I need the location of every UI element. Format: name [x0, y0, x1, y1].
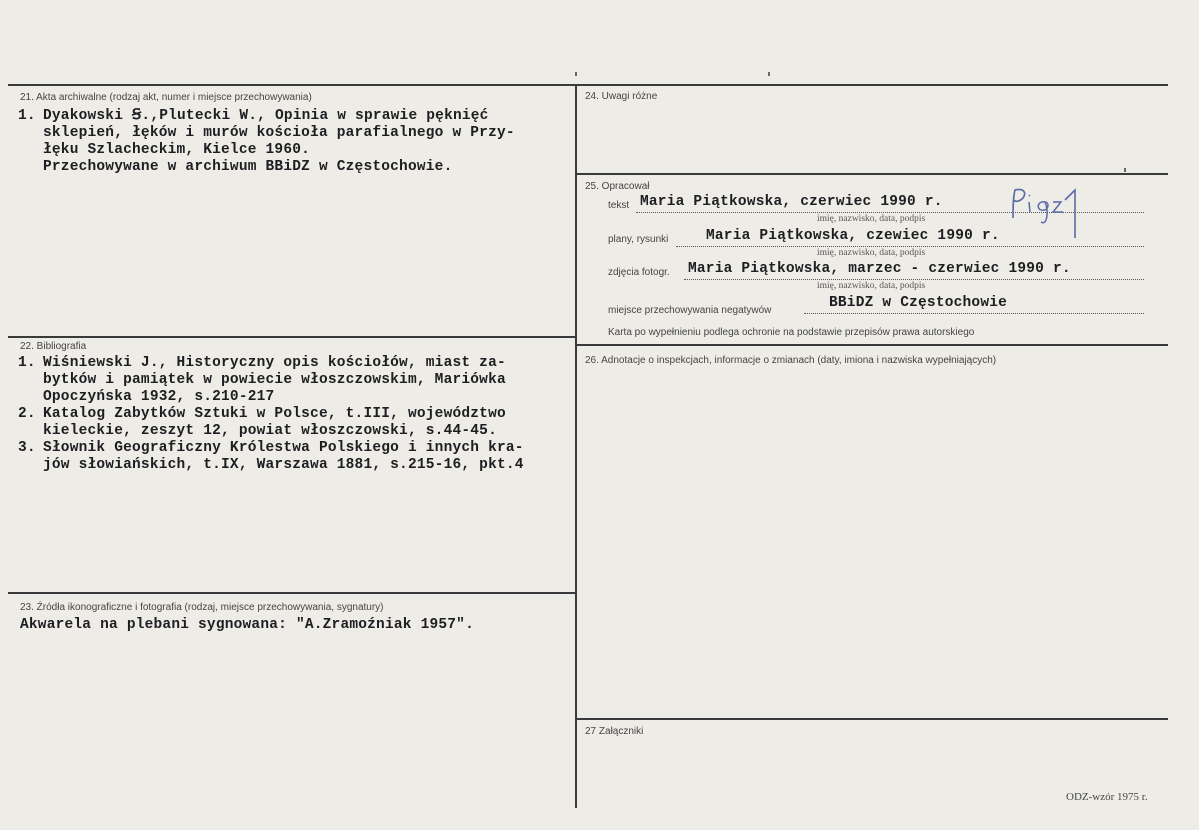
row-label-negatywy: miejsce przechowywania negatywów: [608, 305, 772, 316]
list-item: [18, 406, 524, 440]
item-line: bytków i pamiątek w powiecie włoszczowskim, Mariówka: [43, 372, 506, 388]
rule-26-27: [577, 718, 1168, 720]
list-item: [18, 440, 524, 474]
section-23-label: 23. Źródła ikonograficzne i fotografia (rodzaj, miejsce przechowywania, sygnatury): [20, 602, 384, 613]
rule-22-23: [8, 592, 575, 594]
item-line: Wiśniewski J., Historyczny opis kościołów, miast za-: [43, 355, 506, 371]
item-line: Opoczyńska 1932, s.210-217: [43, 389, 275, 405]
row-value-zdjecia: Maria Piątkowska, marzec - czerwiec 1990 r.: [688, 261, 1071, 277]
copyright-note: Karta po wypełnieniu podlega ochronie na podstawie przepisów prawa autorskiego: [608, 327, 975, 338]
hint-tekst: imię, nazwisko, data, podpis: [817, 214, 926, 224]
underline: [804, 313, 1144, 314]
rule-21-22: [8, 336, 575, 338]
item-line: Katalog Zabytków Sztuki w Polsce, t.III, województwo: [43, 406, 506, 422]
footer-year: 1975: [1117, 791, 1140, 803]
underline: [684, 279, 1144, 280]
item-line: łęku Szlacheckim, Kielce 1960.: [43, 142, 311, 158]
list-item: [18, 355, 524, 406]
signature: [1005, 182, 1095, 242]
item-line: sklepień, łęków i murów kościoła parafialnego w Przy-: [43, 125, 515, 141]
row-value-negatywy: BBiDZ w Częstochowie: [829, 295, 1008, 311]
section-22-label: 22. Bibliografia: [20, 341, 87, 352]
row-value-tekst: Maria Piątkowska, czerwiec 1990 r.: [640, 194, 943, 210]
item-number: 1.: [18, 108, 36, 124]
row-label-zdjecia: zdjęcia fotogr.: [608, 267, 670, 278]
item-number: 3.: [18, 440, 36, 456]
section-26-label: 26. Adnotacje o inspekcjach, informacje o zmianach (daty, imiona i nazwiska wypełniających): [585, 355, 997, 366]
item-line: Dyakowski Ꞩ.,Plutecki W., Opinia w sprawie pęknięć: [43, 108, 489, 124]
section-21-list: [18, 108, 515, 176]
item-number: 1.: [18, 355, 36, 371]
rule-24-25: [577, 173, 1168, 175]
rule-25-26: [577, 344, 1168, 346]
row-label-plany: plany, rysunki: [608, 234, 669, 245]
row-label-tekst: tekst: [608, 200, 630, 211]
list-item: [18, 108, 515, 176]
form-footer: [1066, 791, 1148, 803]
section-23-text: Akwarela na plebani sygnowana: "A.Zramoźniak 1957".: [20, 617, 474, 633]
footer-form: ODZ-wzór: [1066, 791, 1115, 803]
section-24-label: 24. Uwagi różne: [585, 91, 658, 102]
item-line: kieleckie, zeszyt 12, powiat włoszczowski, s.44-45.: [43, 423, 497, 439]
section-25-label: 25. Opracował: [585, 181, 650, 192]
item-number: 2.: [18, 406, 36, 422]
item-line: Słownik Geograficzny Królestwa Polskiego i innych kra-: [43, 440, 524, 456]
underline: [676, 246, 1144, 247]
top-rule: [8, 84, 1168, 86]
section-21-label: 21. Akta archiwalne (rodzaj akt, numer i miejsce przechowywania): [20, 92, 312, 103]
hint-zdjecia: imię, nazwisko, data, podpis: [817, 281, 926, 291]
section-27-label: 27 Załączniki: [585, 726, 644, 737]
footer-suffix: r.: [1141, 791, 1148, 803]
item-line: jów słowiańskich, t.IX, Warszawa 1881, s.215-16, pkt.4: [43, 457, 524, 473]
hint-plany: imię, nazwisko, data, podpis: [817, 248, 926, 258]
section-22-list: [18, 355, 524, 474]
tick-mark: [1124, 168, 1126, 172]
row-value-plany: Maria Piątkowska, czewiec 1990 r.: [706, 228, 1000, 244]
tick-mark: [575, 72, 577, 76]
column-divider: [575, 84, 577, 808]
item-line: Przechowywane w archiwum BBiDZ w Częstochowie.: [43, 159, 453, 175]
tick-mark: [768, 72, 770, 76]
